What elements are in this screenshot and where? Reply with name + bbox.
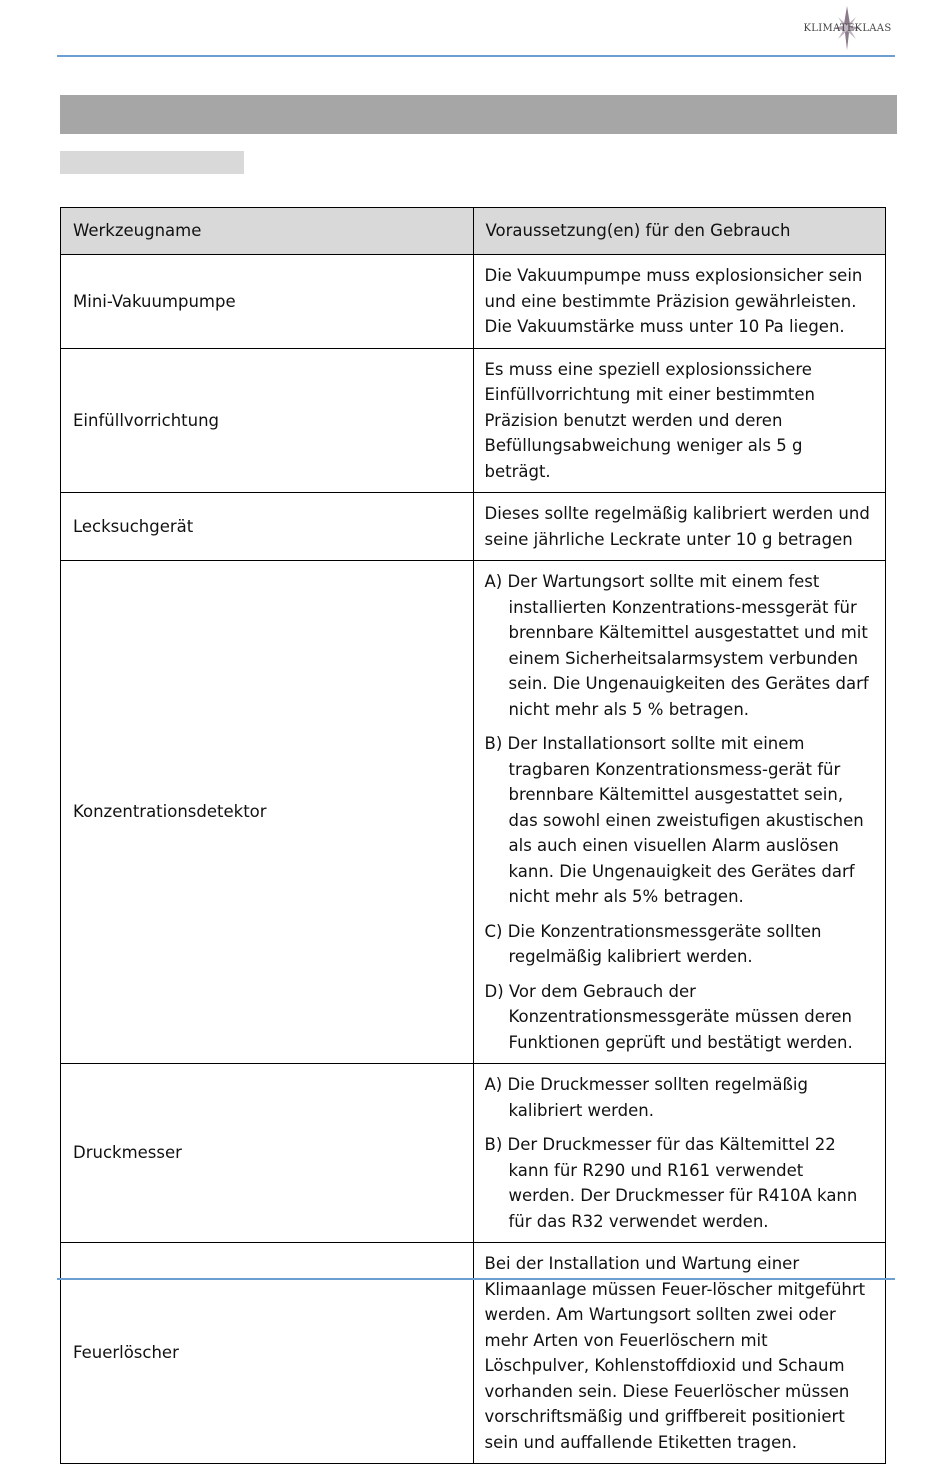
list-item: B) Der Druckmesser für das Kältemittel 22 kann für R290 und R161 verwendet werden. Der Druckmesser für R410A kann für das R32 verwendet werden. xyxy=(484,1135,858,1231)
tool-requirement-list xyxy=(473,561,886,1064)
list-item: A) Der Wartungsort sollte mit einem fest installierten Konzentrations-messgerät für brennbare Kältemittel ausgestattet und mit einem Sicherheitsalarmsystem verbunden sein. Die Ungenauigkeiten des Gerätes darf nicht mehr als 5 % betragen. xyxy=(484,572,869,719)
table-header-row xyxy=(61,208,886,255)
tool-requirement: Dieses sollte regelmäßig kalibriert werden und seine jährliche Leckrate unter 10 g betragen xyxy=(473,493,886,561)
tool-name: Konzentrationsdetektor xyxy=(61,561,474,1064)
table-row xyxy=(61,561,886,1064)
tools-table xyxy=(60,207,886,1464)
table-row xyxy=(61,348,886,493)
brand-logo xyxy=(800,4,895,52)
header-requirements: Voraussetzung(en) für den Gebrauch xyxy=(473,208,886,255)
table-row xyxy=(61,255,886,349)
tool-name: Druckmesser xyxy=(61,1064,474,1243)
table-row xyxy=(61,1243,886,1464)
tool-name: Einfüllvorrichtung xyxy=(61,348,474,493)
tool-requirement: Bei der Installation und Wartung einer Klimaanlage müssen Feuer-löscher mitgeführt werden. Am Wartungsort sollten zwei oder mehr Arten von Feuerlöschern mit Löschpulver, Kohlenstoffdioxid und Schaum vorhanden sein. Diese Feuerlöscher müssen vorschriftsmäßig und griffbereit positioniert sein und auffallende Etiketten tragen. xyxy=(473,1243,886,1464)
tool-requirement: Es muss eine speziell explosionssichere Einfüllvorrichtung mit einer bestimmten Präzision benutzt werden und deren Befüllungsabweichung weniger als 5 g beträgt. xyxy=(473,348,886,493)
tool-name: Mini-Vakuumpumpe xyxy=(61,255,474,349)
table-row xyxy=(61,1064,886,1243)
header-rule xyxy=(57,55,895,57)
footer-rule xyxy=(57,1278,895,1280)
table-row xyxy=(61,493,886,561)
tool-name: Feuerlöscher xyxy=(61,1243,474,1464)
list-item: D) Vor dem Gebrauch der Konzentrationsmessgeräte müssen deren Funktionen geprüft und bestätigt werden. xyxy=(484,981,853,1052)
subsection-title-bar xyxy=(60,151,244,174)
tool-name: Lecksuchgerät xyxy=(61,493,474,561)
list-item: C) Die Konzentrationsmessgeräte sollten regelmäßig kalibriert werden. xyxy=(484,921,822,966)
list-item: B) Der Installationsort sollte mit einem tragbaren Konzentrationsmess-gerät für brennbare Kältemittel ausgestattet sein, das sowohl einen zweistufigen akustischen als auch einen visuellen Alarm auslösen kann. Die Ungenauigkeit des Gerätes darf nicht mehr als 5% betragen. xyxy=(484,734,864,906)
tool-requirement: Die Vakuumpumpe muss explosionsicher sein und eine bestimmte Präzision gewährleisten. Die Vakuumstärke muss unter 10 Pa liegen. xyxy=(473,255,886,349)
section-title-bar xyxy=(60,95,897,134)
list-item: A) Die Druckmesser sollten regelmäßig kalibriert werden. xyxy=(484,1075,808,1120)
tool-requirement-list xyxy=(473,1064,886,1243)
header-tool-name: Werkzeugname xyxy=(61,208,474,255)
logo-text: KLIMATEKLAAS xyxy=(803,23,892,34)
